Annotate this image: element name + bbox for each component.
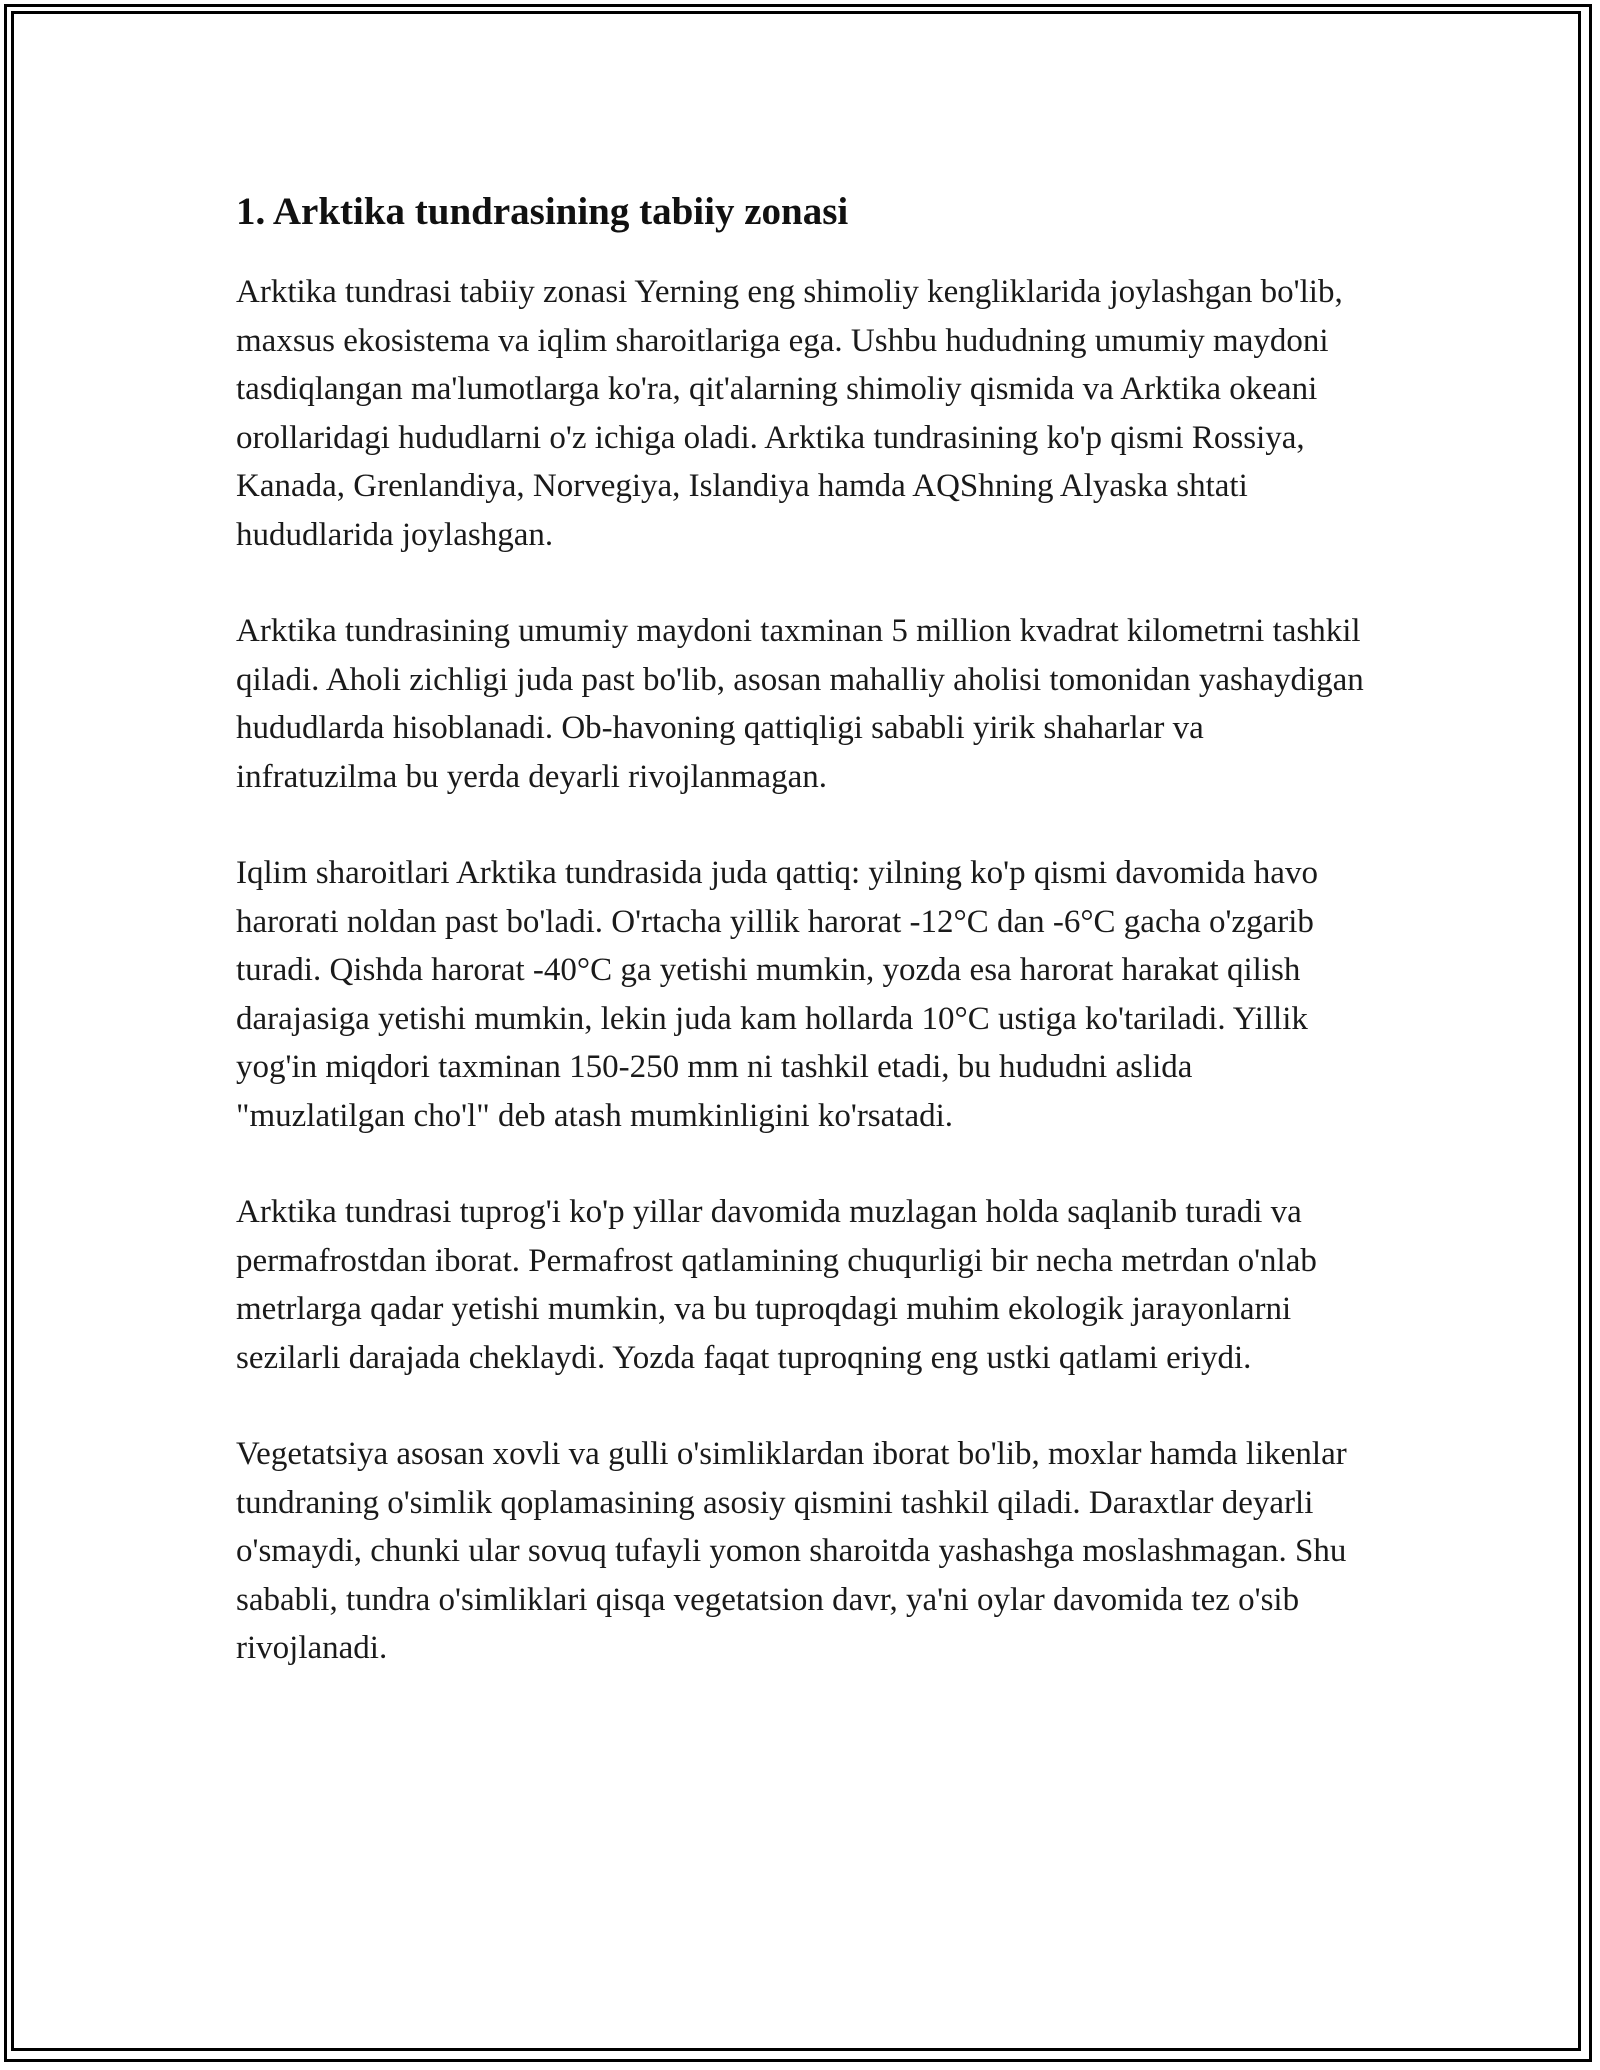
paragraph-climate: Iqlim sharoitlari Arktika tundrasida juda qattiq: yilning ko'p qismi davomida havo harorati noldan past bo'ladi. O'rtacha yillik harorat -12°C dan -6°C gacha o'zgarib turadi. Qishda harorat -40°C ga yetishi mumkin, yozda esa harorat harakat qilish darajasiga yetishi mumkin, lekin juda kam hollarda 10°C ustiga ko'tariladi. Yillik yog'in miqdori taxminan 150-250 mm ni tashkil etadi, bu hududni aslida "muzlatilgan cho'l" deb atash mumkinligini ko'rsatadi. bbox=[236, 855, 1318, 1134]
document-body bbox=[236, 186, 1366, 1721]
paragraph-permafrost: Arktika tundrasi tuprog'i ko'p yillar davomida muzlagan holda saqlanib turadi va permafrostdan iborat. Permafrost qatlamining chuqurligi bir necha metrdan o'nlab metrlarga qadar yetishi mumkin, va bu tuproqdagi muhim ekologik jarayonlarni sezilarli darajada cheklaydi. Yozda faqat tuproqning eng ustki qatlami eriydi. bbox=[236, 1194, 1317, 1376]
section-title: 1. Arktika tundrasining tabiiy zonasi bbox=[236, 190, 849, 233]
paragraph-overview: Arktika tundrasi tabiiy zonasi Yerning eng shimoliy kengliklarida joylashgan bo'lib, maxsus ekosistema va iqlim sharoitlariga ega. Ushbu hududning umumiy maydoni tasdiqlangan ma'lumotlarga ko'ra, qit'alarning shimoliy qismida va Arktika okeani orollaridagi hududlarni o'z ichiga oladi. Arktika tundrasining ko'p qismi Rossiya, Kanada, Grenlandiya, Norvegiya, Islandiya hamda AQShning Alyaska shtati hududlarida joylashgan. bbox=[236, 274, 1343, 553]
paragraph-area-population: Arktika tundrasining umumiy maydoni taxminan 5 million kvadrat kilometrni tashkil qiladi. Aholi zichligi juda past bo'lib, asosan mahalliy aholisi tomonidan yashaydigan hududlarda hisoblanadi. Ob-havoning qattiqligi sababli yirik shaharlar va infratuzilma bu yerda deyarli rivojlanmagan. bbox=[236, 613, 1364, 795]
paragraph-vegetation: Vegetatsiya asosan xovli va gulli o'simliklardan iborat bo'lib, moxlar hamda likenlar tundraning o'simlik qoplamasining asosiy qismini tashkil qiladi. Daraxtlar deyarli o'smaydi, chunki ular sovuq tufayli yomon sharoitda yashashga moslashmagan. Shu sababli, tundra o'simliklari qisqa vegetatsion davr, ya'ni oylar davomida tez o'sib rivojlanadi. bbox=[236, 1436, 1347, 1666]
